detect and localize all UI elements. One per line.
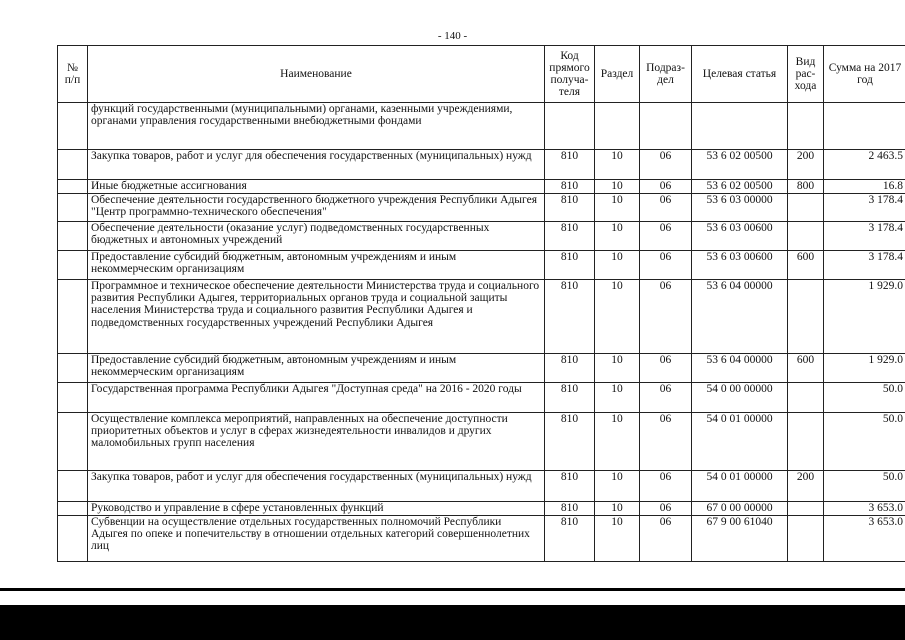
cell-subsection: 06 [640,471,692,502]
cell-code: 810 [545,471,595,502]
cell-section: 10 [595,516,640,562]
cell-sum: 1 929.0 [824,354,905,383]
cell-exp-type [788,502,824,516]
cell-num [58,180,88,194]
cell-code: 810 [545,222,595,251]
cell-exp-type [788,516,824,562]
cell-section: 10 [595,354,640,383]
cell-exp-type [788,194,824,222]
cell-sum: 50.0 [824,471,905,502]
cell-target: 53 6 02 00500 [692,150,788,180]
header-sum: Сумма на 2017 год [824,46,905,103]
cell-exp-type: 600 [788,251,824,280]
cell-code: 810 [545,280,595,354]
cell-num [58,103,88,150]
cell-code: 810 [545,502,595,516]
cell-num [58,222,88,251]
header-code: Код прямого получа-теля [545,46,595,103]
cell-subsection: 06 [640,280,692,354]
cell-code [545,103,595,150]
cell-sum: 50.0 [824,413,905,471]
cell-name: Руководство и управление в сфере установленных функций [88,502,545,516]
cell-num [58,413,88,471]
table-row [58,150,905,180]
cell-name: Предоставление субсидий бюджетным, автономным учреждениям и иным некоммерческим организациям [88,251,545,280]
cell-code: 810 [545,194,595,222]
cell-subsection: 06 [640,180,692,194]
header-section: Раздел [595,46,640,103]
header-row [58,46,905,103]
cell-name: Обеспечение деятельности государственного бюджетного учреждения Республики Адыгея "Центр программно-технического обеспечения" [88,194,545,222]
table-row [58,280,905,354]
cell-target: 53 6 04 00000 [692,280,788,354]
header-subsection: Подраз-дел [640,46,692,103]
cell-num [58,471,88,502]
cell-sum [824,103,905,150]
cell-name: Закупка товаров, работ и услуг для обеспечения государственных (муниципальных) нужд [88,471,545,502]
header-exp-type: Вид рас-хода [788,46,824,103]
cell-code: 810 [545,354,595,383]
scan-edge-line [0,588,905,591]
cell-exp-type [788,280,824,354]
cell-section: 10 [595,222,640,251]
cell-target: 54 0 01 00000 [692,471,788,502]
cell-target: 54 0 00 00000 [692,383,788,413]
table-row [58,194,905,222]
table-row [58,516,905,562]
cell-subsection: 06 [640,251,692,280]
table-row [58,383,905,413]
cell-name: Субвенции на осуществление отдельных государственных полномочий Республики Адыгея по опеке и попечительству в отношении отдельных категорий совершеннолетних лиц [88,516,545,562]
cell-name: Осуществление комплекса мероприятий, направленных на обеспечение доступности приоритетных объектов и услуг в сферах жизнедеятельности инвалидов и других маломобильных групп населения [88,413,545,471]
cell-code: 810 [545,413,595,471]
cell-subsection: 06 [640,502,692,516]
cell-target: 53 6 02 00500 [692,180,788,194]
cell-exp-type [788,383,824,413]
cell-sum: 2 463.5 [824,150,905,180]
cell-target: 53 6 03 00000 [692,194,788,222]
cell-sum: 16.8 [824,180,905,194]
cell-section: 10 [595,413,640,471]
cell-exp-type [788,103,824,150]
cell-target: 53 6 03 00600 [692,251,788,280]
cell-exp-type: 600 [788,354,824,383]
cell-section: 10 [595,280,640,354]
cell-subsection: 06 [640,354,692,383]
cell-section: 10 [595,180,640,194]
header-target: Целевая статья [692,46,788,103]
cell-section: 10 [595,471,640,502]
cell-sum: 50.0 [824,383,905,413]
cell-sum: 3 178.4 [824,222,905,251]
cell-code: 810 [545,150,595,180]
cell-subsection: 06 [640,150,692,180]
table-row [58,354,905,383]
cell-name: Закупка товаров, работ и услуг для обеспечения государственных (муниципальных) нужд [88,150,545,180]
cell-num [58,354,88,383]
budget-table [57,45,905,562]
cell-target: 67 9 00 61040 [692,516,788,562]
cell-section: 10 [595,383,640,413]
cell-name: Предоставление субсидий бюджетным, автономным учреждениям и иным некоммерческим организациям [88,354,545,383]
cell-name: Государственная программа Республики Адыгея "Доступная среда" на 2016 - 2020 годы [88,383,545,413]
cell-exp-type [788,413,824,471]
cell-code: 810 [545,383,595,413]
cell-section: 10 [595,502,640,516]
cell-num [58,251,88,280]
cell-section: 10 [595,251,640,280]
header-name: Наименование [88,46,545,103]
page-number: - 140 - [437,30,468,42]
cell-target: 53 6 04 00000 [692,354,788,383]
cell-num [58,383,88,413]
table-row [58,251,905,280]
cell-exp-type: 200 [788,150,824,180]
cell-section: 10 [595,194,640,222]
cell-exp-type [788,222,824,251]
cell-exp-type: 200 [788,471,824,502]
cell-section: 10 [595,150,640,180]
cell-name: функций государственными (муниципальными) органами, казенными учреждениями, органами управления государственными внебюджетными фондами [88,103,545,150]
cell-sum: 3 178.4 [824,194,905,222]
cell-sum: 3 653.0 [824,516,905,562]
table-row [58,413,905,471]
cell-target: 67 0 00 00000 [692,502,788,516]
cell-code: 810 [545,516,595,562]
scan-border [0,605,905,640]
table-row [58,103,905,150]
table-row [58,502,905,516]
cell-code: 810 [545,251,595,280]
cell-name: Иные бюджетные ассигнования [88,180,545,194]
cell-sum: 3 653.0 [824,502,905,516]
cell-subsection: 06 [640,383,692,413]
cell-subsection [640,103,692,150]
table-row [58,471,905,502]
header-num: № п/п [58,46,88,103]
cell-num [58,280,88,354]
cell-num [58,150,88,180]
table-row [58,180,905,194]
cell-code: 810 [545,180,595,194]
cell-subsection: 06 [640,194,692,222]
cell-num [58,502,88,516]
cell-sum: 1 929.0 [824,280,905,354]
cell-sum: 3 178.4 [824,251,905,280]
cell-target [692,103,788,150]
cell-exp-type: 800 [788,180,824,194]
cell-name: Программное и техническое обеспечение деятельности Министерства труда и социального развития Республики Адыгея, территориальных органов труда и социальной защиты населения Министерства труда и социального развития Республики Адыгея и подведомственных государственных учреждений Республики Адыгея [88,280,545,354]
table-row [58,222,905,251]
cell-num [58,516,88,562]
cell-subsection: 06 [640,222,692,251]
cell-subsection: 06 [640,413,692,471]
cell-subsection: 06 [640,516,692,562]
cell-name: Обеспечение деятельности (оказание услуг) подведомственных государственных бюджетных и автономных учреждений [88,222,545,251]
cell-num [58,194,88,222]
cell-target: 53 6 03 00600 [692,222,788,251]
cell-target: 54 0 01 00000 [692,413,788,471]
cell-section [595,103,640,150]
